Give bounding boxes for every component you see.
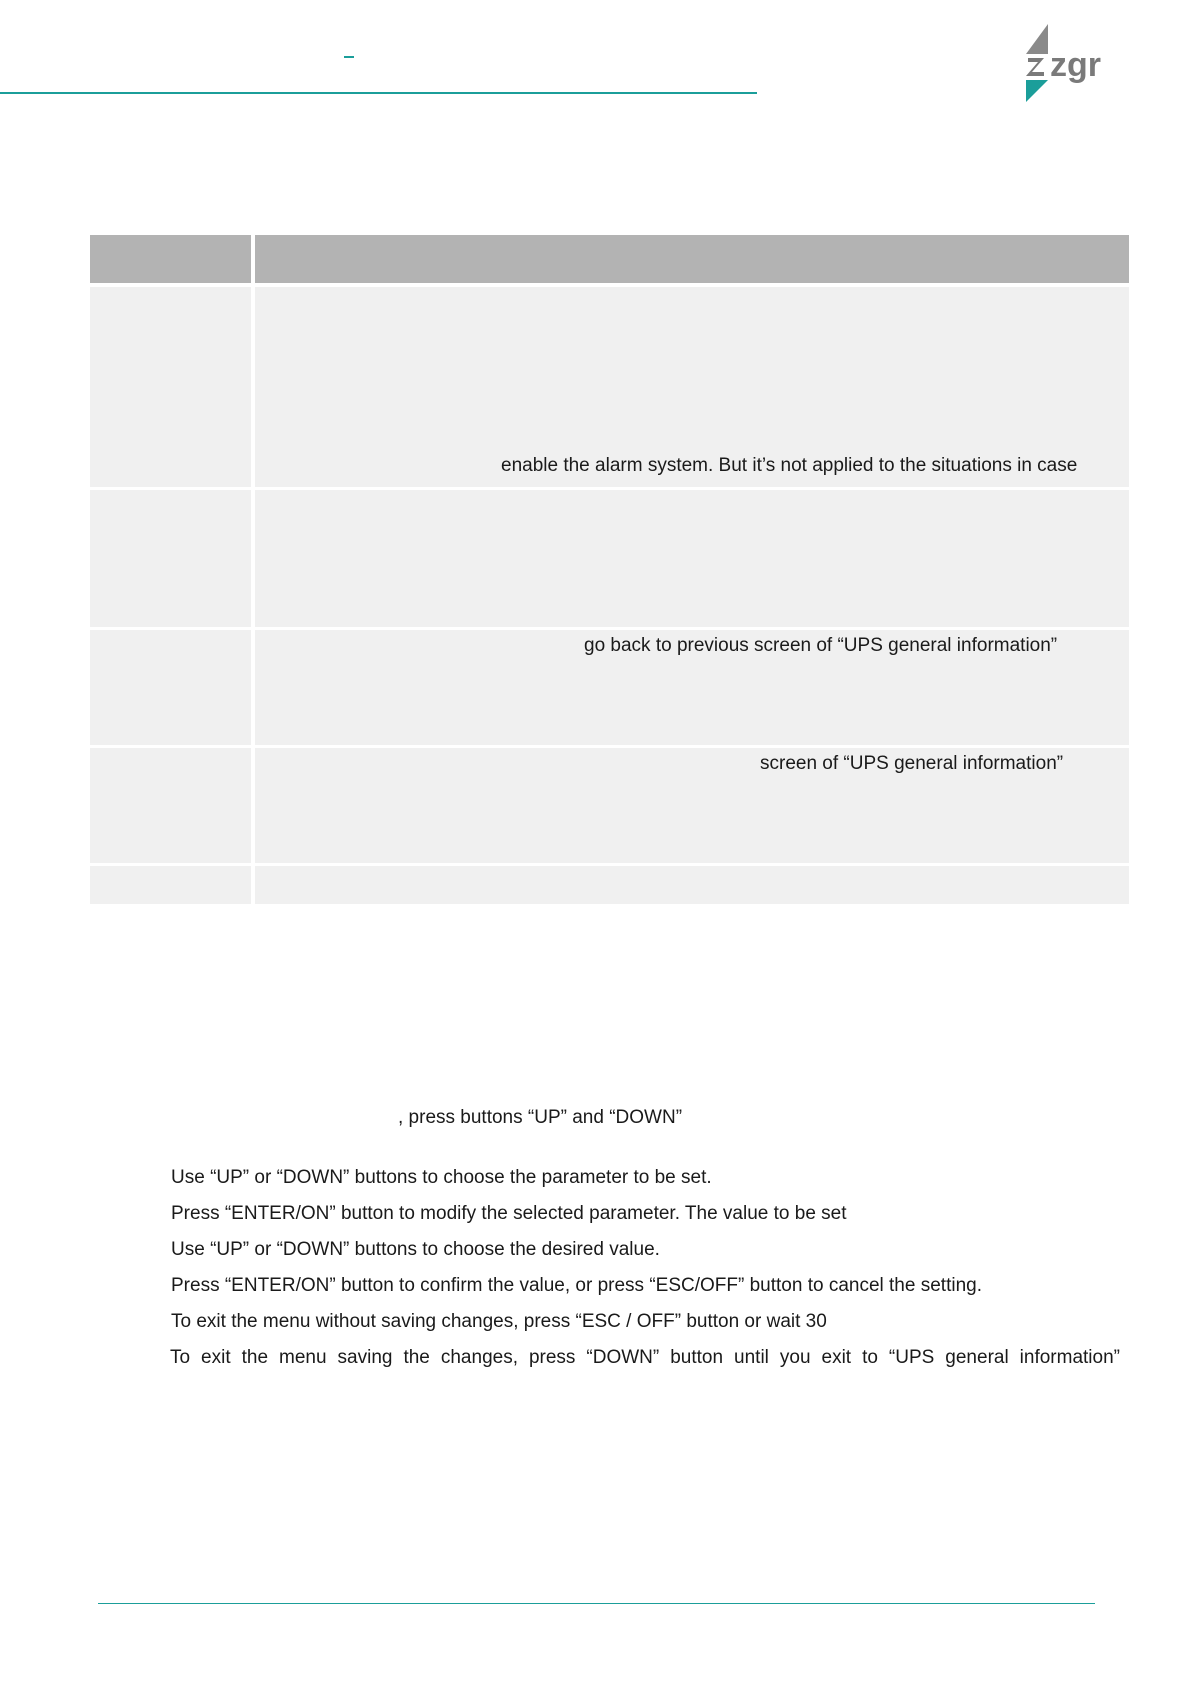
header-rule xyxy=(0,92,757,94)
footer-rule xyxy=(98,1603,1095,1604)
instruction-step: Use “UP” or “DOWN” buttons to choose the parameter to be set. xyxy=(171,1167,712,1188)
table-row xyxy=(90,866,1129,904)
instructions-intro: , press buttons “UP” and “DOWN” xyxy=(398,1107,683,1128)
zgr-logo xyxy=(1022,24,1106,104)
table-header xyxy=(90,235,1129,283)
header-dash xyxy=(344,56,354,58)
row-description: screen of “UPS general information” xyxy=(760,753,1064,774)
settings-table xyxy=(90,235,1129,904)
instruction-step: Press “ENTER/ON” button to confirm the value, or press “ESC/OFF” button to cancel the setting. xyxy=(171,1275,982,1296)
table-row xyxy=(90,287,1129,487)
instruction-step: Press “ENTER/ON” button to modify the selected parameter. The value to be set xyxy=(171,1203,847,1224)
row-description: enable the alarm system. But it’s not applied to the situations in case xyxy=(501,455,1078,476)
instruction-step: To exit the menu saving the changes, press “DOWN” button until you exit to “UPS general information” xyxy=(170,1347,1120,1368)
header-cell-2 xyxy=(255,235,1129,283)
table-row xyxy=(90,490,1129,627)
instruction-step: Use “UP” or “DOWN” buttons to choose the desired value. xyxy=(171,1239,660,1260)
table-row xyxy=(90,630,1129,745)
svg-text:zgr: zgr xyxy=(1050,46,1101,84)
header-cell-1 xyxy=(90,235,251,283)
instruction-step: To exit the menu without saving changes, press “ESC / OFF” button or wait 30 xyxy=(171,1311,827,1332)
row-description: go back to previous screen of “UPS general information” xyxy=(584,635,1058,656)
table-row xyxy=(90,748,1129,863)
